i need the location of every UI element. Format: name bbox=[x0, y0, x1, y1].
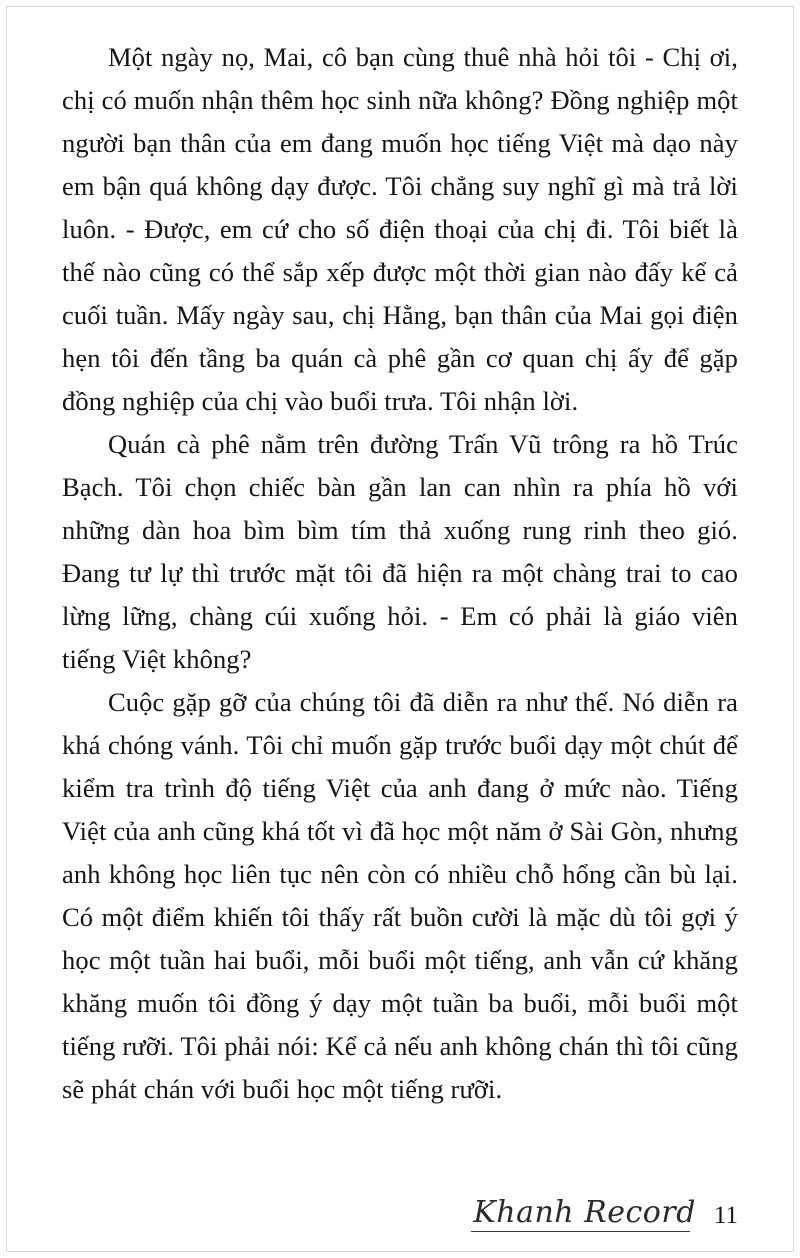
page-number: 11 bbox=[713, 1202, 738, 1229]
paragraph-3: Cuộc gặp gỡ của chúng tôi đã diễn ra như thế. Nó diễn ra khá chóng vánh. Tôi chỉ muốn gặp trước buổi dạy một chút để kiểm tra trình độ tiếng Việt của anh đang ở mức nào. Tiếng Việt của anh cũng khá tốt vì đã học một năm ở Sài Gòn, nhưng anh không học liên tục nên còn có nhiều chỗ hổng cần bù lại. Có một điểm khiến tôi thấy rất buồn cười là mặc dù tôi gợi ý học một tuần hai buổi, mỗi buổi một tiếng, anh vẫn cứ khăng khăng muốn tôi đồng ý dạy một tuần ba buổi, mỗi buổi một tiếng rưỡi. Tôi phải nói: Kể cả nếu anh không chán thì tôi cũng sẽ phát chán với buổi học một tiếng rưỡi. bbox=[62, 687, 738, 1104]
page-footer bbox=[62, 1195, 738, 1232]
paragraph-1: Một ngày nọ, Mai, cô bạn cùng thuê nhà hỏi tôi - Chị ơi, chị có muốn nhận thêm học sinh nữa không? Đồng nghiệp một người bạn thân của em đang muốn học tiếng Việt mà dạo này em bận quá không dạy được. Tôi chẳng suy nghĩ gì mà trả lời luôn. - Được, em cứ cho số điện thoại của chị đi. Tôi biết là thế nào cũng có thể sắp xếp được một thời gian nào đấy kể cả cuối tuần. Mấy ngày sau, chị Hằng, bạn thân của Mai gọi điện hẹn tôi đến tầng ba quán cà phê gần cơ quan chị ấy để gặp đồng nghiệp của chị vào buổi trưa. Tôi nhận lời. bbox=[62, 42, 738, 416]
page-body bbox=[62, 36, 738, 1238]
watermark-text: Khanh Record bbox=[469, 1195, 700, 1232]
paragraph-2: Quán cà phê nằm trên đường Trấn Vũ trông ra hồ Trúc Bạch. Tôi chọn chiếc bàn gần lan can nhìn ra phía hồ với những dàn hoa bìm bìm tím thả xuống rung rinh theo gió. Đang tư lự thì trước mặt tôi đã hiện ra một chàng trai to cao lừng lững, chàng cúi xuống hỏi. - Em có phải là giáo viên tiếng Việt không? bbox=[62, 429, 738, 674]
